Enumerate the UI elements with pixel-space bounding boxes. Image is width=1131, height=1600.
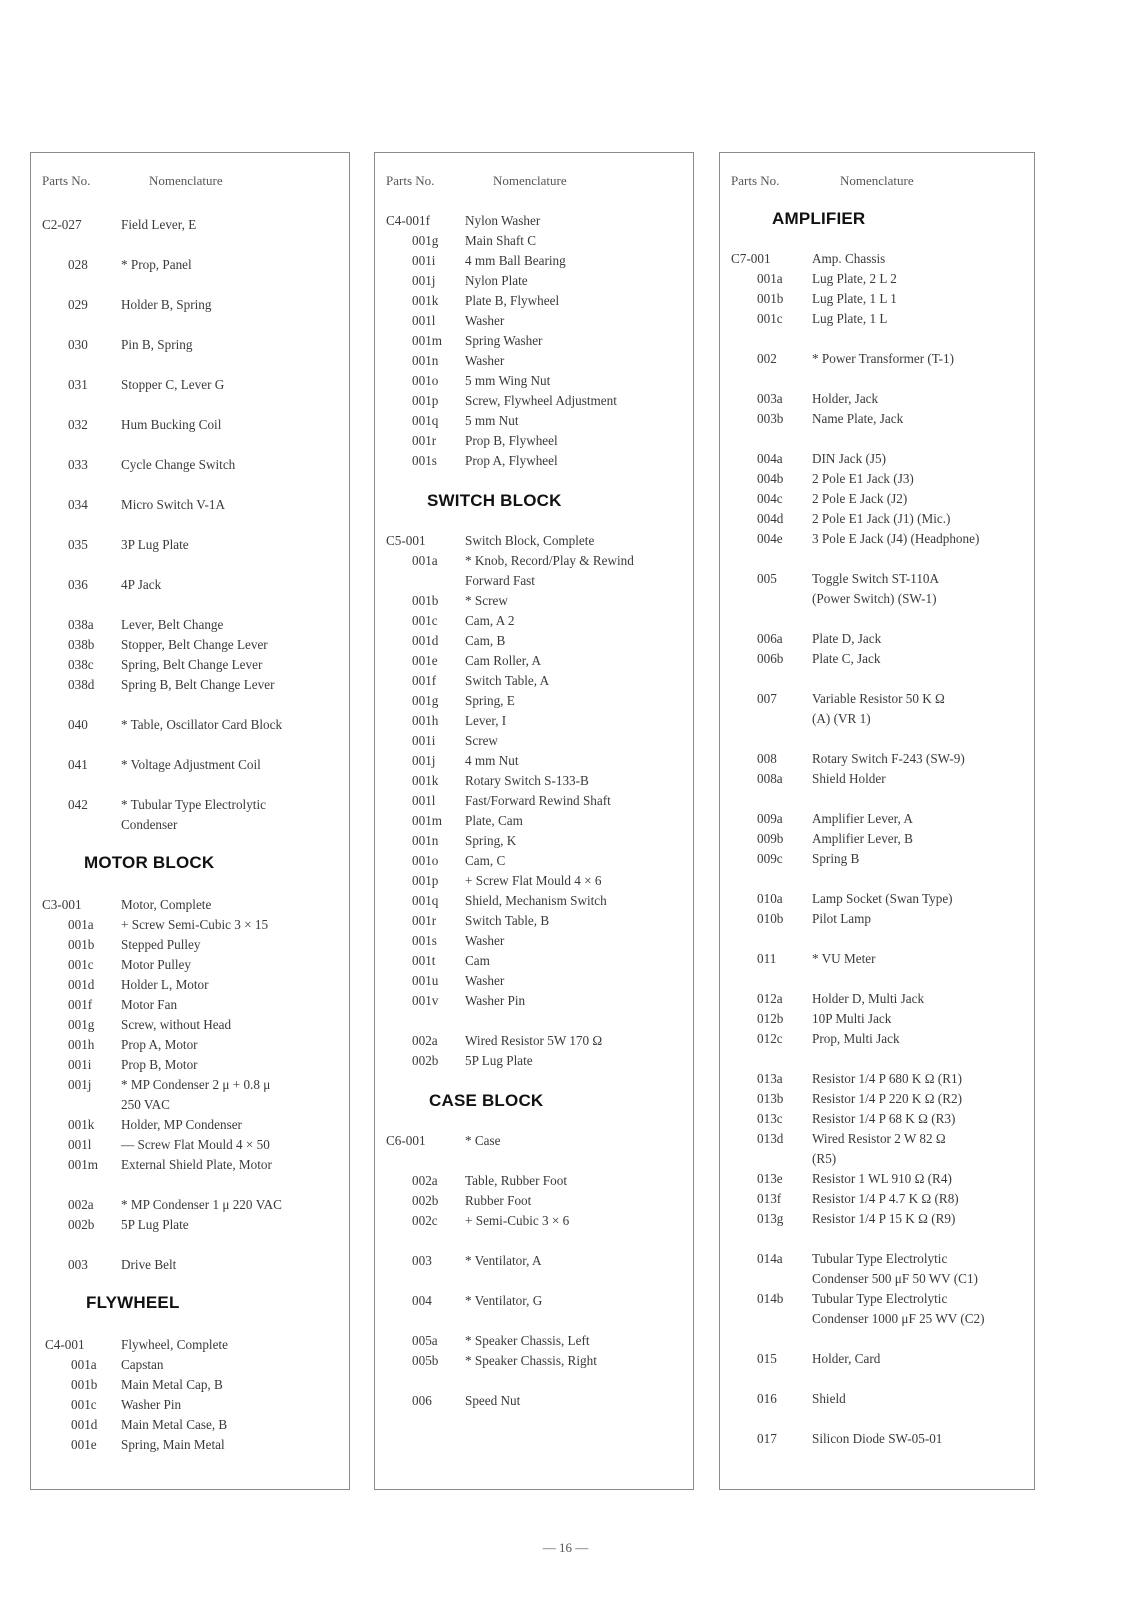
part-number: 001l — [68, 1137, 92, 1152]
part-number: 001o — [412, 373, 439, 388]
part-number: 001j — [412, 273, 436, 288]
part-nomenclature: * Voltage Adjustment Coil — [121, 757, 261, 772]
part-number: 033 — [68, 457, 88, 472]
part-nomenclature: 2 Pole E1 Jack (J3) — [812, 471, 914, 486]
part-number: 001a — [68, 917, 94, 932]
part-number: C2-027 — [42, 217, 82, 232]
part-number: 006a — [757, 631, 783, 646]
part-nomenclature: Holder D, Multi Jack — [812, 991, 925, 1006]
part-nomenclature: Lug Plate, 2 L 2 — [812, 271, 897, 286]
part-number: 001d — [71, 1417, 98, 1432]
part-nomenclature: External Shield Plate, Motor — [121, 1157, 272, 1172]
part-number: 002a — [68, 1197, 94, 1212]
part-number: 002b — [68, 1217, 95, 1232]
part-number: 013g — [757, 1211, 784, 1226]
part-number: 005a — [412, 1333, 438, 1348]
part-number: 001d — [68, 977, 95, 992]
part-number: 013d — [757, 1131, 784, 1146]
nomenclature-line: * Knob, Record/Play & Rewind — [465, 553, 634, 568]
part-nomenclature: Shield, Mechanism Switch — [465, 893, 607, 908]
part-nomenclature: Main Metal Cap, B — [121, 1377, 223, 1392]
nomenclature-line: (R5) — [812, 1151, 837, 1166]
part-nomenclature: * Speaker Chassis, Left — [465, 1333, 590, 1348]
nomenclature-line: * MP Condenser 2 μ + 0.8 μ — [121, 1077, 271, 1092]
part-nomenclature: * Power Transformer (T-1) — [812, 351, 954, 366]
nomenclature-line: Toggle Switch ST-110A — [812, 571, 940, 586]
part-nomenclature: * Case — [465, 1133, 501, 1148]
part-nomenclature — [121, 795, 266, 835]
part-number: 001d — [412, 633, 439, 648]
part-nomenclature: Lug Plate, 1 L 1 — [812, 291, 897, 306]
part-nomenclature: * Table, Oscillator Card Block — [121, 717, 283, 732]
part-number: 001b — [71, 1377, 98, 1392]
part-nomenclature — [812, 1129, 946, 1169]
part-nomenclature — [812, 689, 945, 729]
part-nomenclature: DIN Jack (J5) — [812, 451, 886, 466]
part-nomenclature: Spring, Belt Change Lever — [121, 657, 263, 672]
part-nomenclature: Wired Resistor 5W 170 Ω — [465, 1033, 603, 1048]
part-number: 009a — [757, 811, 783, 826]
part-number: C7-001 — [731, 251, 771, 266]
part-number: 002a — [412, 1173, 438, 1188]
part-number: 034 — [68, 497, 88, 512]
part-number: 001c — [68, 957, 94, 972]
part-nomenclature: Washer — [465, 973, 505, 988]
part-nomenclature: Holder L, Motor — [121, 977, 209, 992]
part-nomenclature: Holder, Jack — [812, 391, 879, 406]
part-nomenclature: Plate D, Jack — [812, 631, 882, 646]
part-nomenclature: Spring B, Belt Change Lever — [121, 677, 275, 692]
part-number: C6-001 — [386, 1133, 426, 1148]
part-number: 001b — [757, 291, 784, 306]
part-nomenclature: Washer — [465, 933, 505, 948]
part-number: 009c — [757, 851, 783, 866]
part-nomenclature: Washer Pin — [465, 993, 526, 1008]
part-nomenclature: Prop A, Flywheel — [465, 453, 558, 468]
part-nomenclature: Capstan — [121, 1357, 164, 1372]
part-number: 001e — [71, 1437, 97, 1452]
part-nomenclature — [812, 1249, 978, 1289]
part-number: 003 — [68, 1257, 88, 1272]
parts-no-header: Parts No. — [386, 173, 435, 188]
part-nomenclature: Plate, Cam — [465, 813, 523, 828]
nomenclature-line: Condenser — [121, 817, 178, 832]
part-number: 013e — [757, 1171, 783, 1186]
part-number: 001k — [412, 293, 439, 308]
part-nomenclature: 5 mm Wing Nut — [465, 373, 551, 388]
part-nomenclature: Resistor 1/4 P 68 K Ω (R3) — [812, 1111, 956, 1126]
part-number: 003 — [412, 1253, 432, 1268]
part-nomenclature: Main Shaft C — [465, 233, 537, 248]
part-nomenclature: Prop, Multi Jack — [812, 1031, 900, 1046]
part-number: 014b — [757, 1291, 784, 1306]
part-number: 001c — [412, 613, 438, 628]
nomenclature-line: Condenser 500 μF 50 WV (C1) — [812, 1271, 978, 1286]
part-number: 028 — [68, 257, 88, 272]
part-number: 001a — [757, 271, 783, 286]
part-nomenclature: 5 mm Nut — [465, 413, 519, 428]
part-number: 002b — [412, 1193, 439, 1208]
part-number: 005 — [757, 571, 777, 586]
part-nomenclature: Holder, Card — [812, 1351, 881, 1366]
part-nomenclature: * Speaker Chassis, Right — [465, 1353, 597, 1368]
part-number: 001c — [71, 1397, 97, 1412]
parts-column-2 — [374, 152, 694, 1490]
part-nomenclature: Pin B, Spring — [121, 337, 193, 352]
part-number: 042 — [68, 797, 88, 812]
part-number: 002c — [412, 1213, 438, 1228]
part-nomenclature: Rotary Switch S-133-B — [465, 773, 589, 788]
part-nomenclature: Stopper, Belt Change Lever — [121, 637, 268, 652]
part-nomenclature: Amplifier Lever, B — [812, 831, 913, 846]
part-nomenclature: * MP Condenser 1 μ 220 VAC — [121, 1197, 282, 1212]
part-number: 001o — [412, 853, 439, 868]
part-nomenclature: Nylon Washer — [465, 213, 541, 228]
part-nomenclature: 5P Lug Plate — [121, 1217, 189, 1232]
section-heading: CASE BLOCK — [429, 1091, 544, 1110]
part-nomenclature: 5P Lug Plate — [465, 1053, 533, 1068]
part-nomenclature: Resistor 1/4 P 15 K Ω (R9) — [812, 1211, 956, 1226]
part-nomenclature: 10P Multi Jack — [812, 1011, 892, 1026]
part-nomenclature: Plate B, Flywheel — [465, 293, 560, 308]
part-number: 001r — [412, 913, 437, 928]
part-number: 001l — [412, 793, 436, 808]
nomenclature-line: (Power Switch) (SW-1) — [812, 591, 937, 606]
nomenclature-line: * Tubular Type Electrolytic — [121, 797, 266, 812]
part-number: 004a — [757, 451, 783, 466]
nomenclature-header: Nomenclature — [493, 173, 567, 188]
part-nomenclature: * Ventilator, A — [465, 1253, 542, 1268]
part-nomenclature: Silicon Diode SW-05-01 — [812, 1431, 943, 1446]
part-nomenclature: Drive Belt — [121, 1257, 177, 1272]
nomenclature-header: Nomenclature — [149, 173, 223, 188]
part-nomenclature: Nylon Plate — [465, 273, 528, 288]
part-number: 014a — [757, 1251, 783, 1266]
part-nomenclature: * Ventilator, G — [465, 1293, 543, 1308]
part-nomenclature: 4 mm Ball Bearing — [465, 253, 566, 268]
part-nomenclature: 4 mm Nut — [465, 753, 519, 768]
part-number: 041 — [68, 757, 88, 772]
part-nomenclature: Speed Nut — [465, 1393, 521, 1408]
part-number: 007 — [757, 691, 777, 706]
part-nomenclature: Spring, K — [465, 833, 517, 848]
part-number: 003a — [757, 391, 783, 406]
parts-no-header: Parts No. — [731, 173, 780, 188]
parts-column-1 — [30, 152, 350, 1490]
part-number: 008 — [757, 751, 777, 766]
part-nomenclature: Fast/Forward Rewind Shaft — [465, 793, 611, 808]
nomenclature-line: Variable Resistor 50 K Ω — [812, 691, 945, 706]
nomenclature-line: Tubular Type Electrolytic — [812, 1251, 948, 1266]
part-number: 001s — [412, 453, 437, 468]
part-number: 012c — [757, 1031, 783, 1046]
part-number: 001b — [68, 937, 95, 952]
part-number: 010b — [757, 911, 784, 926]
part-number: 002b — [412, 1053, 439, 1068]
part-nomenclature: Rubber Foot — [465, 1193, 532, 1208]
part-number: 004d — [757, 511, 784, 526]
part-number: 001m — [412, 813, 443, 828]
part-nomenclature: Cam, A 2 — [465, 613, 515, 628]
part-nomenclature: Amplifier Lever, A — [812, 811, 913, 826]
part-nomenclature: Lamp Socket (Swan Type) — [812, 891, 953, 906]
part-nomenclature: Switch Table, B — [465, 913, 550, 928]
part-nomenclature: Screw, without Head — [121, 1017, 232, 1032]
part-number: 040 — [68, 717, 88, 732]
nomenclature-line: Condenser 1000 μF 25 WV (C2) — [812, 1311, 985, 1326]
part-nomenclature: Stopper C, Lever G — [121, 377, 225, 392]
part-nomenclature: Table, Rubber Foot — [465, 1173, 567, 1188]
part-nomenclature: Holder B, Spring — [121, 297, 212, 312]
part-number: 001k — [412, 773, 439, 788]
part-nomenclature: Motor Pulley — [121, 957, 191, 972]
part-number: 004 — [412, 1293, 432, 1308]
part-number: 001j — [68, 1077, 92, 1092]
part-number: 001c — [757, 311, 783, 326]
part-nomenclature: Name Plate, Jack — [812, 411, 904, 426]
part-nomenclature: Screw, Flywheel Adjustment — [465, 393, 617, 408]
part-number: C5-001 — [386, 533, 426, 548]
part-number: 001m — [68, 1157, 99, 1172]
part-nomenclature: + Semi-Cubic 3 × 6 — [465, 1213, 570, 1228]
part-nomenclature: 3 Pole E Jack (J4) (Headphone) — [812, 531, 980, 546]
part-nomenclature: Pilot Lamp — [812, 911, 871, 926]
part-nomenclature: Spring, E — [465, 693, 515, 708]
part-nomenclature — [121, 1075, 270, 1115]
part-nomenclature: Lever, Belt Change — [121, 617, 224, 632]
section-heading: AMPLIFIER — [772, 209, 866, 228]
part-number: 032 — [68, 417, 88, 432]
parts-no-header: Parts No. — [42, 173, 91, 188]
part-nomenclature: Holder, MP Condenser — [121, 1117, 242, 1132]
part-number: 001i — [68, 1057, 92, 1072]
part-nomenclature: Prop B, Flywheel — [465, 433, 558, 448]
part-nomenclature — [812, 569, 939, 609]
part-nomenclature: Shield Holder — [812, 771, 886, 786]
part-number: 001n — [412, 353, 439, 368]
part-nomenclature: Resistor 1/4 P 4.7 K Ω (R8) — [812, 1191, 959, 1206]
part-nomenclature — [812, 1289, 985, 1329]
part-number: 011 — [757, 951, 777, 966]
part-nomenclature: Flywheel, Complete — [121, 1337, 228, 1352]
part-nomenclature: Lever, I — [465, 713, 507, 728]
part-nomenclature: Spring Washer — [465, 333, 543, 348]
nomenclature-line: Forward Fast — [465, 573, 535, 588]
part-nomenclature: Spring B — [812, 851, 860, 866]
part-nomenclature: Micro Switch V-1A — [121, 497, 226, 512]
part-nomenclature: Switch Block, Complete — [465, 533, 595, 548]
part-number: 002 — [757, 351, 777, 366]
part-number: 008a — [757, 771, 783, 786]
part-nomenclature: * Screw — [465, 593, 508, 608]
part-number: 001p — [412, 393, 439, 408]
part-number: 009b — [757, 831, 784, 846]
part-nomenclature: Cycle Change Switch — [121, 457, 236, 472]
part-nomenclature: Cam, B — [465, 633, 506, 648]
nomenclature-line: Wired Resistor 2 W 82 Ω — [812, 1131, 946, 1146]
part-number: 029 — [68, 297, 88, 312]
column-header — [375, 173, 693, 193]
part-number: 003b — [757, 411, 784, 426]
part-number: 016 — [757, 1391, 777, 1406]
part-nomenclature: 4P Jack — [121, 577, 162, 592]
part-nomenclature: Amp. Chassis — [812, 251, 886, 266]
part-number: 015 — [757, 1351, 777, 1366]
part-number: 031 — [68, 377, 88, 392]
part-nomenclature: Lug Plate, 1 L — [812, 311, 888, 326]
part-number: 030 — [68, 337, 88, 352]
part-number: 013f — [757, 1191, 782, 1206]
part-number: 001g — [68, 1017, 95, 1032]
part-number: C4-001f — [386, 213, 430, 228]
part-nomenclature: Hum Bucking Coil — [121, 417, 222, 432]
nomenclature-line: (A) (VR 1) — [812, 711, 871, 726]
part-number: 005b — [412, 1353, 439, 1368]
part-number: 001t — [412, 953, 436, 968]
part-number: 006 — [412, 1393, 432, 1408]
part-number: 001g — [412, 233, 439, 248]
column-header — [720, 173, 1034, 193]
part-number: 013c — [757, 1111, 783, 1126]
part-number: 001s — [412, 933, 437, 948]
part-nomenclature: Prop B, Motor — [121, 1057, 198, 1072]
part-nomenclature: Washer Pin — [121, 1397, 182, 1412]
part-number: 001q — [412, 413, 439, 428]
part-nomenclature: Washer — [465, 353, 505, 368]
part-number: 012b — [757, 1011, 784, 1026]
part-nomenclature: Main Metal Case, B — [121, 1417, 228, 1432]
part-nomenclature: + Screw Semi-Cubic 3 × 15 — [121, 917, 269, 932]
part-number: C4-001 — [45, 1337, 85, 1352]
section-heading: SWITCH BLOCK — [427, 491, 562, 510]
part-number: 036 — [68, 577, 88, 592]
part-nomenclature: Field Lever, E — [121, 217, 197, 232]
part-number: 038a — [68, 617, 94, 632]
part-nomenclature: Spring, Main Metal — [121, 1437, 225, 1452]
part-number: 001e — [412, 653, 438, 668]
part-nomenclature: Switch Table, A — [465, 673, 550, 688]
part-nomenclature: + Screw Flat Mould 4 × 6 — [465, 873, 602, 888]
column-header — [31, 173, 349, 193]
part-number: 001p — [412, 873, 439, 888]
part-nomenclature: Cam Roller, A — [465, 653, 542, 668]
part-number: 006b — [757, 651, 784, 666]
part-nomenclature: Screw — [465, 733, 498, 748]
part-number: 001n — [412, 833, 439, 848]
part-nomenclature: Rotary Switch F-243 (SW-9) — [812, 751, 965, 766]
part-nomenclature: Prop A, Motor — [121, 1037, 198, 1052]
part-nomenclature: 2 Pole E Jack (J2) — [812, 491, 908, 506]
part-number: 001a — [71, 1357, 97, 1372]
part-nomenclature: Cam — [465, 953, 490, 968]
part-number: 001i — [412, 253, 436, 268]
part-number: 001f — [68, 997, 93, 1012]
part-number: 017 — [757, 1431, 777, 1446]
part-number: 001f — [412, 673, 437, 688]
part-number: 001q — [412, 893, 439, 908]
part-number: 035 — [68, 537, 88, 552]
part-nomenclature: Cam, C — [465, 853, 506, 868]
part-number: 002a — [412, 1033, 438, 1048]
part-number: C3-001 — [42, 897, 82, 912]
part-number: 001a — [412, 553, 438, 568]
part-number: 001h — [68, 1037, 95, 1052]
part-nomenclature: Resistor 1/4 P 220 K Ω (R2) — [812, 1091, 962, 1106]
part-nomenclature: * Prop, Panel — [121, 257, 192, 272]
part-number: 001v — [412, 993, 439, 1008]
part-number: 012a — [757, 991, 783, 1006]
part-number: 001k — [68, 1117, 95, 1132]
nomenclature-line: 250 VAC — [121, 1097, 170, 1112]
part-number: 001u — [412, 973, 439, 988]
part-number: 001g — [412, 693, 439, 708]
part-number: 001b — [412, 593, 439, 608]
part-number: 004b — [757, 471, 784, 486]
part-number: 013b — [757, 1091, 784, 1106]
page-number: — 16 — — [542, 1540, 589, 1555]
part-nomenclature: Motor, Complete — [121, 897, 212, 912]
part-number: 013a — [757, 1071, 783, 1086]
part-nomenclature: 2 Pole E1 Jack (J1) (Mic.) — [812, 511, 951, 526]
part-nomenclature: 3P Lug Plate — [121, 537, 189, 552]
part-number: 004c — [757, 491, 783, 506]
section-heading: MOTOR BLOCK — [84, 853, 215, 872]
nomenclature-line: Tubular Type Electrolytic — [812, 1291, 948, 1306]
part-number: 001i — [412, 733, 436, 748]
part-number: 001l — [412, 313, 436, 328]
part-nomenclature: Plate C, Jack — [812, 651, 881, 666]
part-nomenclature: Resistor 1 WL 910 Ω (R4) — [812, 1171, 952, 1186]
part-nomenclature: Resistor 1/4 P 680 K Ω (R1) — [812, 1071, 962, 1086]
part-number: 010a — [757, 891, 783, 906]
part-number: 038b — [68, 637, 95, 652]
part-number: 001h — [412, 713, 439, 728]
part-number: 038c — [68, 657, 94, 672]
part-nomenclature: Motor Fan — [121, 997, 178, 1012]
part-nomenclature: — Screw Flat Mould 4 × 50 — [121, 1137, 270, 1152]
part-nomenclature: Washer — [465, 313, 505, 328]
part-number: 004e — [757, 531, 783, 546]
part-number: 001r — [412, 433, 437, 448]
part-nomenclature: * VU Meter — [812, 951, 876, 966]
part-number: 038d — [68, 677, 95, 692]
part-number: 001j — [412, 753, 436, 768]
part-number: 001m — [412, 333, 443, 348]
parts-column-3 — [719, 152, 1035, 1490]
part-nomenclature: Shield — [812, 1391, 846, 1406]
part-nomenclature — [465, 551, 634, 591]
nomenclature-header: Nomenclature — [840, 173, 914, 188]
section-heading: FLYWHEEL — [86, 1293, 180, 1312]
part-nomenclature: Stepped Pulley — [121, 937, 201, 952]
